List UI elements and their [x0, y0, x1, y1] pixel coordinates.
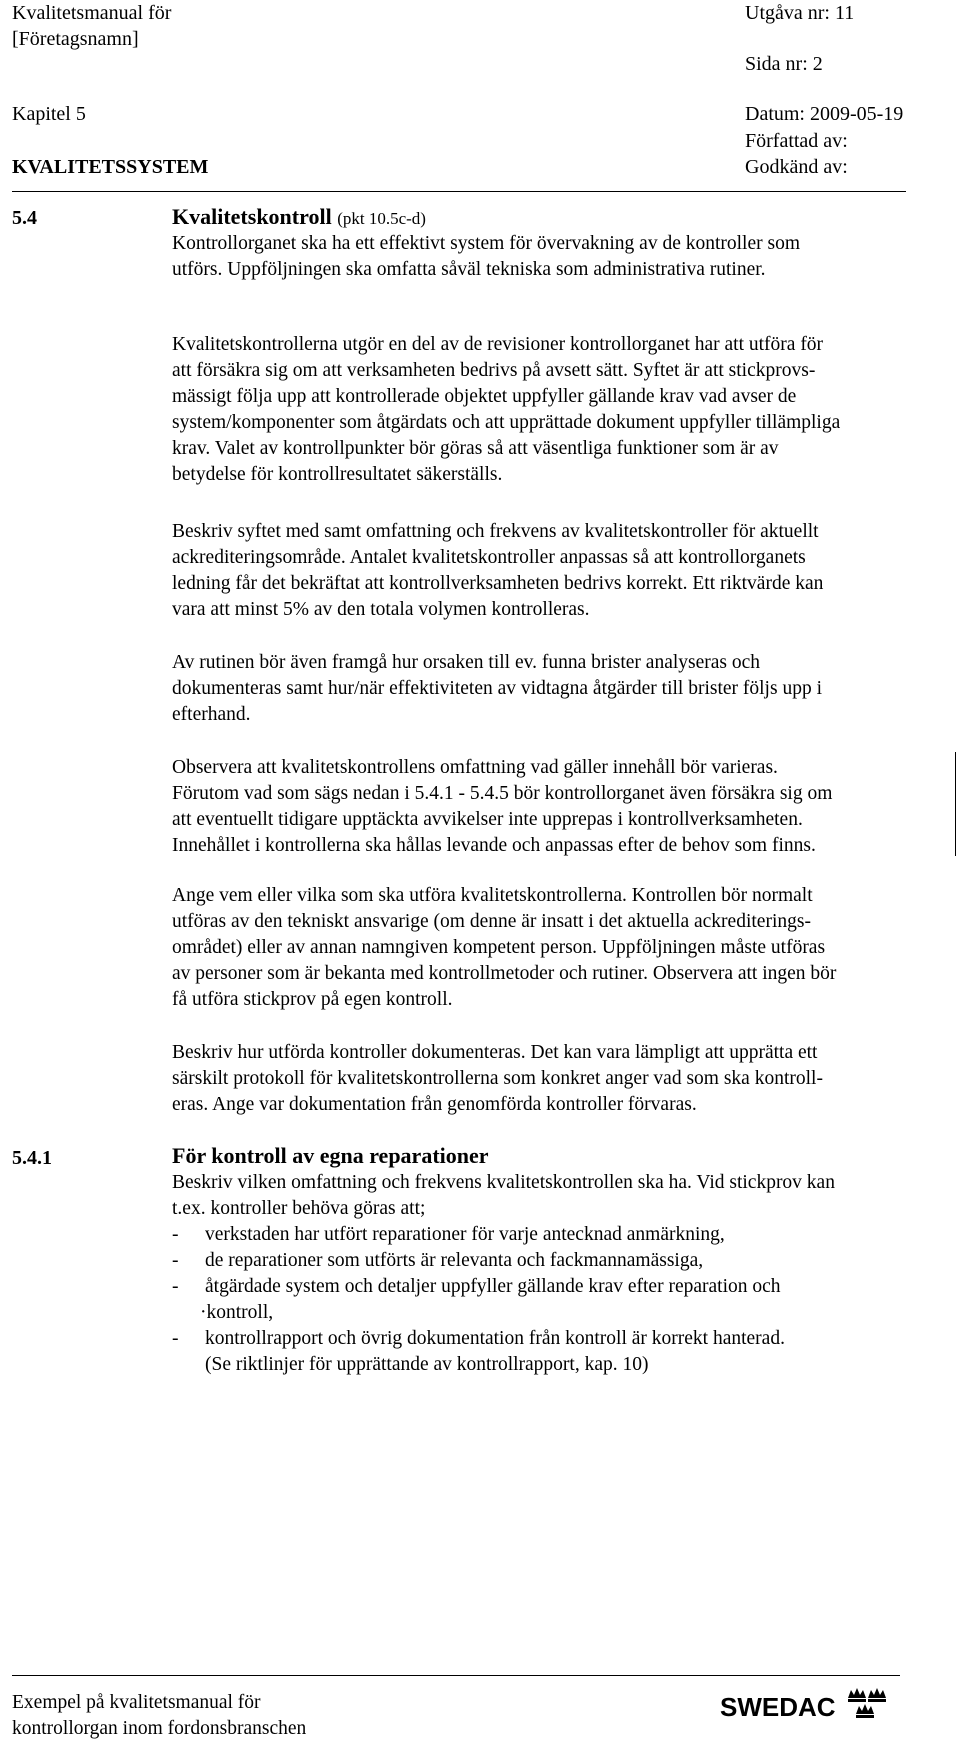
- paragraph-line: Beskriv vilken omfattning och frekvens kvalitetskontrollen ska ha. Vid stickprov kan: [172, 1172, 835, 1193]
- paragraph-line: eras. Ange var dokumentation från genomförda kontroller förvaras.: [172, 1094, 697, 1115]
- paragraph-line: Kontrollorganet ska ha ett effektivt system för övervakning av de kontroller som: [172, 233, 800, 254]
- paragraph-line: Beskriv hur utförda kontroller dokumenteras. Det kan vara lämpligt att upprätta ett: [172, 1042, 818, 1063]
- swedac-logo-text: SWEDAC: [720, 1692, 836, 1722]
- subsection-number: 5.4.1: [12, 1147, 52, 1169]
- footer-line-1: Exempel på kvalitetsmanual för: [12, 1692, 261, 1713]
- revision-change-bar: [955, 752, 956, 856]
- header-date: Datum: 2009-05-19: [745, 103, 904, 125]
- header-company: [Företagsnamn]: [12, 28, 139, 50]
- paragraph-line: ackrediteringsområde. Antalet kvalitetskontroller anpassas så att kontrollorganets: [172, 547, 806, 568]
- header-chapter: Kapitel 5: [12, 103, 86, 125]
- header-approved: Godkänd av:: [745, 156, 848, 178]
- header-page: Sida nr: 2: [745, 53, 823, 75]
- paragraph-line: av personer som är bekanta med kontrollmetoder och rutiner. Observera att ingen bör: [172, 963, 837, 984]
- paragraph-line: krav. Valet av kontrollpunkter bör göras så att väsentliga funktioner som är av: [172, 438, 779, 459]
- paragraph-line: t.ex. kontroller behöva göras att;: [172, 1198, 426, 1219]
- paragraph-line: vara att minst 5% av den totala volymen kontrolleras.: [172, 599, 590, 620]
- section-intro: [172, 231, 942, 283]
- list-item-text: ·kontroll,: [200, 1302, 274, 1323]
- paragraph-variation: [172, 755, 942, 859]
- paragraph-line: särskilt protokoll för kvalitetskontrollerna som konkret anger vad som ska kontroll-: [172, 1068, 823, 1089]
- list-item-text-continued: kontroll,: [206, 1302, 274, 1323]
- paragraph-root-cause: [172, 650, 942, 728]
- paragraph-line: utförs. Uppföljningen ska omfatta såväl tekniska som administrativa rutiner.: [172, 259, 766, 280]
- crowns-icon: [848, 1688, 886, 1718]
- list-dash: -: [172, 1328, 179, 1349]
- paragraph-line: Förutom vad som sägs nedan i 5.4.1 - 5.4.5 bör kontrollorganet även försäkra sig om: [172, 783, 833, 804]
- paragraph-line: dokumenteras samt hur/när effektiviteten av vidtagna åtgärder till brister följs upp i: [172, 678, 822, 699]
- paragraph-line: Beskriv syftet med samt omfattning och frekvens av kvalitetskontroller för aktuellt: [172, 521, 819, 542]
- section-number: 5.4: [12, 207, 37, 229]
- list-dash: -: [172, 1276, 179, 1297]
- paragraph-line: betydelse för kontrollresultatet säkerställs.: [172, 464, 503, 485]
- paragraph-scope: [172, 519, 942, 623]
- paragraph-line: att eventuellt tidigare upptäckta avvikelser inte upprepas i kontrollverksamheten.: [172, 809, 803, 830]
- list-item-text: verkstaden har utfört reparationer för varje antecknad anmärkning,: [205, 1224, 725, 1245]
- subsection-intro: [172, 1170, 942, 1222]
- header-chapter-title: KVALITETSSYSTEM: [12, 156, 209, 178]
- header-manual-title: Kvalitetsmanual för: [12, 2, 172, 24]
- list-item-text: kontrollrapport och övrig dokumentation från kontroll är korrekt hanterad.: [205, 1328, 785, 1349]
- paragraph-responsible: [172, 883, 942, 1013]
- paragraph-line: system/komponenter som åtgärdats och att upprättade dokument uppfyller tillämpliga: [172, 412, 841, 433]
- header-author: Författad av:: [745, 130, 848, 152]
- section-ref: (pkt 10.5c-d): [337, 209, 426, 228]
- paragraph-line: Innehållet i kontrollerna ska hållas levande och anpassas efter de behov som finns.: [172, 835, 816, 856]
- paragraph-line: Av rutinen bör även framgå hur orsaken till ev. funna brister analyseras och: [172, 652, 761, 673]
- paragraph-purpose: [172, 332, 942, 488]
- list-item-text: (Se riktlinjer för upprättande av kontrollrapport, kap. 10): [205, 1354, 649, 1375]
- section-title: [172, 204, 426, 232]
- paragraph-line: Kvalitetskontrollerna utgör en del av de revisioner kontrollorganet har att utföra för: [172, 334, 824, 355]
- list-item-text: de reparationer som utförts är relevanta och fackmannamässiga,: [205, 1250, 704, 1271]
- paragraph-line: Observera att kvalitetskontrollens omfattning vad gäller innehåll bör varieras.: [172, 757, 778, 778]
- paragraph-line: ledning får det bekräftat att kontrollverksamheten bedrivs korrekt. Ett riktvärde kan: [172, 573, 824, 594]
- paragraph-line: utföras av den tekniskt ansvarige (om denne är insatt i det aktuella ackrediterings-: [172, 911, 811, 932]
- paragraph-line: området) eller av annan namngiven kompetent person. Uppföljningen måste utföras: [172, 937, 826, 958]
- header-divider: [12, 191, 906, 192]
- section-title-text: Kvalitetskontroll: [172, 204, 332, 229]
- paragraph-line: få utföra stickprov på egen kontroll.: [172, 989, 453, 1010]
- list-item-text: åtgärdade system och detaljer uppfyller gällande krav efter reparation och: [205, 1276, 781, 1297]
- swedac-logo-graphic: [720, 1680, 890, 1728]
- paragraph-documentation: [172, 1040, 942, 1118]
- paragraph-line: mässigt följa upp att kontrollerade objektet uppfyller gällande krav vad avser de: [172, 386, 797, 407]
- list-dash: -: [172, 1250, 179, 1271]
- subsection-title: För kontroll av egna reparationer: [172, 1143, 489, 1168]
- footer-line-2: kontrollorgan inom fordonsbranschen: [12, 1718, 307, 1739]
- paragraph-line: att försäkra sig om att verksamheten bedrivs på avsett sätt. Syftet är att stickprovs-: [172, 360, 816, 381]
- swedac-logo: [720, 1680, 890, 1736]
- list-dash: -: [172, 1224, 179, 1245]
- paragraph-line: Ange vem eller vilka som ska utföra kvalitetskontrollerna. Kontrollen bör normalt: [172, 885, 813, 906]
- header-edition: Utgåva nr: 11: [745, 2, 855, 24]
- footer-divider: [12, 1675, 900, 1676]
- paragraph-line: efterhand.: [172, 704, 251, 725]
